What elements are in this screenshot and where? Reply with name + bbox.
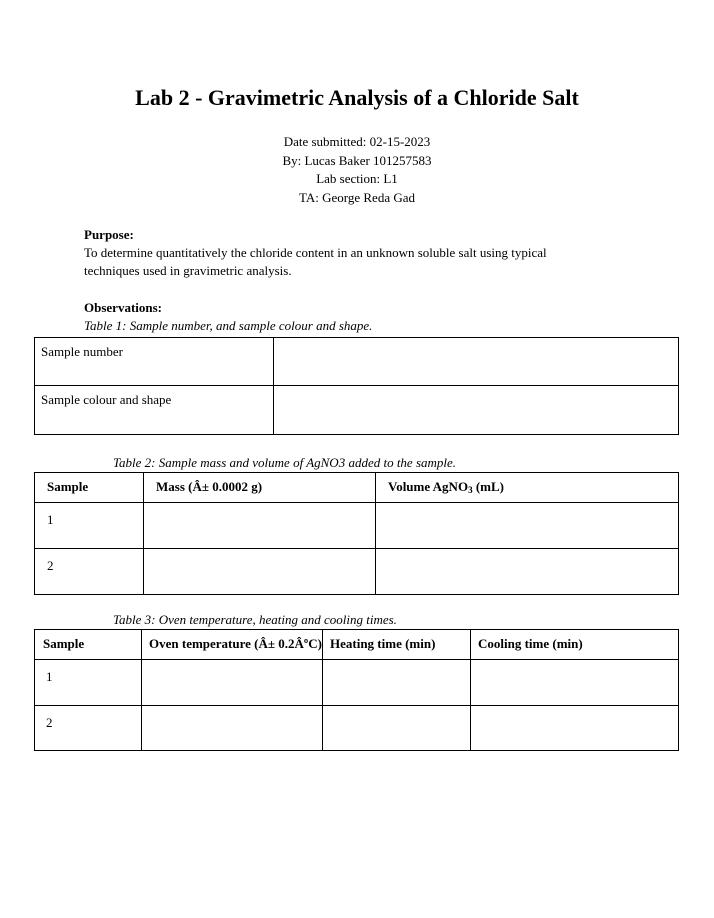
table3-heating-cell[interactable]	[323, 706, 471, 751]
table3-heating-cell[interactable]	[323, 660, 471, 706]
table1-label: Sample colour and shape	[41, 392, 172, 407]
table-row	[35, 549, 679, 595]
table2-mass-cell[interactable]	[144, 503, 376, 549]
table2-volume-cell[interactable]	[376, 549, 679, 595]
table1-row	[35, 386, 679, 435]
table3-cooling-cell[interactable]	[471, 660, 679, 706]
teaching-assistant: TA: George Reda Gad	[298, 189, 416, 205]
table1	[34, 337, 679, 435]
author: By: Lucas Baker 101257583	[282, 152, 432, 168]
table2-sample-cell: 2	[35, 549, 144, 595]
table3-header-oven-temperature: Oven temperature (Â± 0.2ÂºC)	[142, 630, 323, 660]
purpose-text	[84, 244, 624, 280]
table1-caption: Table 1: Sample number, and sample colour and shape.	[84, 318, 373, 333]
table3-sample-cell: 1	[35, 660, 142, 706]
table3-header-cooling-time: Cooling time (min)	[471, 630, 679, 660]
table-row	[35, 660, 679, 706]
table3-header-row	[35, 630, 679, 660]
table2-caption: Table 2: Sample mass and volume of AgNO3 added to the sample.	[113, 455, 457, 470]
date-submitted: Date submitted: 02-15-2023	[283, 134, 431, 149]
table2-volume-cell[interactable]	[376, 503, 679, 549]
document-meta	[0, 133, 714, 207]
observations-heading: Observations:	[84, 300, 162, 315]
table3-header-heating-time: Heating time (min)	[323, 630, 471, 660]
table1-label-cell	[35, 386, 274, 435]
table3-sample-cell: 2	[35, 706, 142, 751]
table1-value	[274, 338, 678, 344]
table2-header-volume: Volume AgNO$_3$ (mL)	[376, 473, 679, 503]
table3-caption: Table 3: Oven temperature, heating and cooling times.	[113, 612, 397, 627]
document-title: Lab 2 - Gravimetric Analysis of a Chloride Salt	[135, 85, 579, 110]
purpose-line-2: techniques used in gravimetric analysis.	[84, 263, 292, 278]
table3-oven-cell[interactable]	[142, 706, 323, 751]
table1-label-cell	[35, 338, 274, 386]
table1-row	[35, 338, 679, 386]
table2-header-row	[35, 473, 679, 503]
lab-section: Lab section: L1	[316, 171, 398, 187]
table-row	[35, 503, 679, 549]
table-row	[35, 706, 679, 751]
purpose-line-1: To determine quantitatively the chloride content in an unknown soluble salt using typical	[84, 245, 547, 260]
table3	[34, 629, 679, 751]
table3-oven-cell[interactable]	[142, 660, 323, 706]
table1-value-cell[interactable]	[274, 386, 679, 435]
table1-value-cell[interactable]	[274, 338, 679, 386]
table2-header-sample: Sample	[35, 473, 144, 503]
table1-label: Sample number	[41, 344, 123, 359]
table3-header-sample: Sample	[35, 630, 142, 660]
purpose-heading: Purpose:	[84, 227, 134, 242]
table2-sample-cell: 1	[35, 503, 144, 549]
table2-mass-cell[interactable]	[144, 549, 376, 595]
table3-cooling-cell[interactable]	[471, 706, 679, 751]
table1-value	[274, 386, 678, 392]
table2-header-mass: Mass (Â± 0.0002 g)	[144, 473, 376, 503]
table2	[34, 472, 679, 595]
